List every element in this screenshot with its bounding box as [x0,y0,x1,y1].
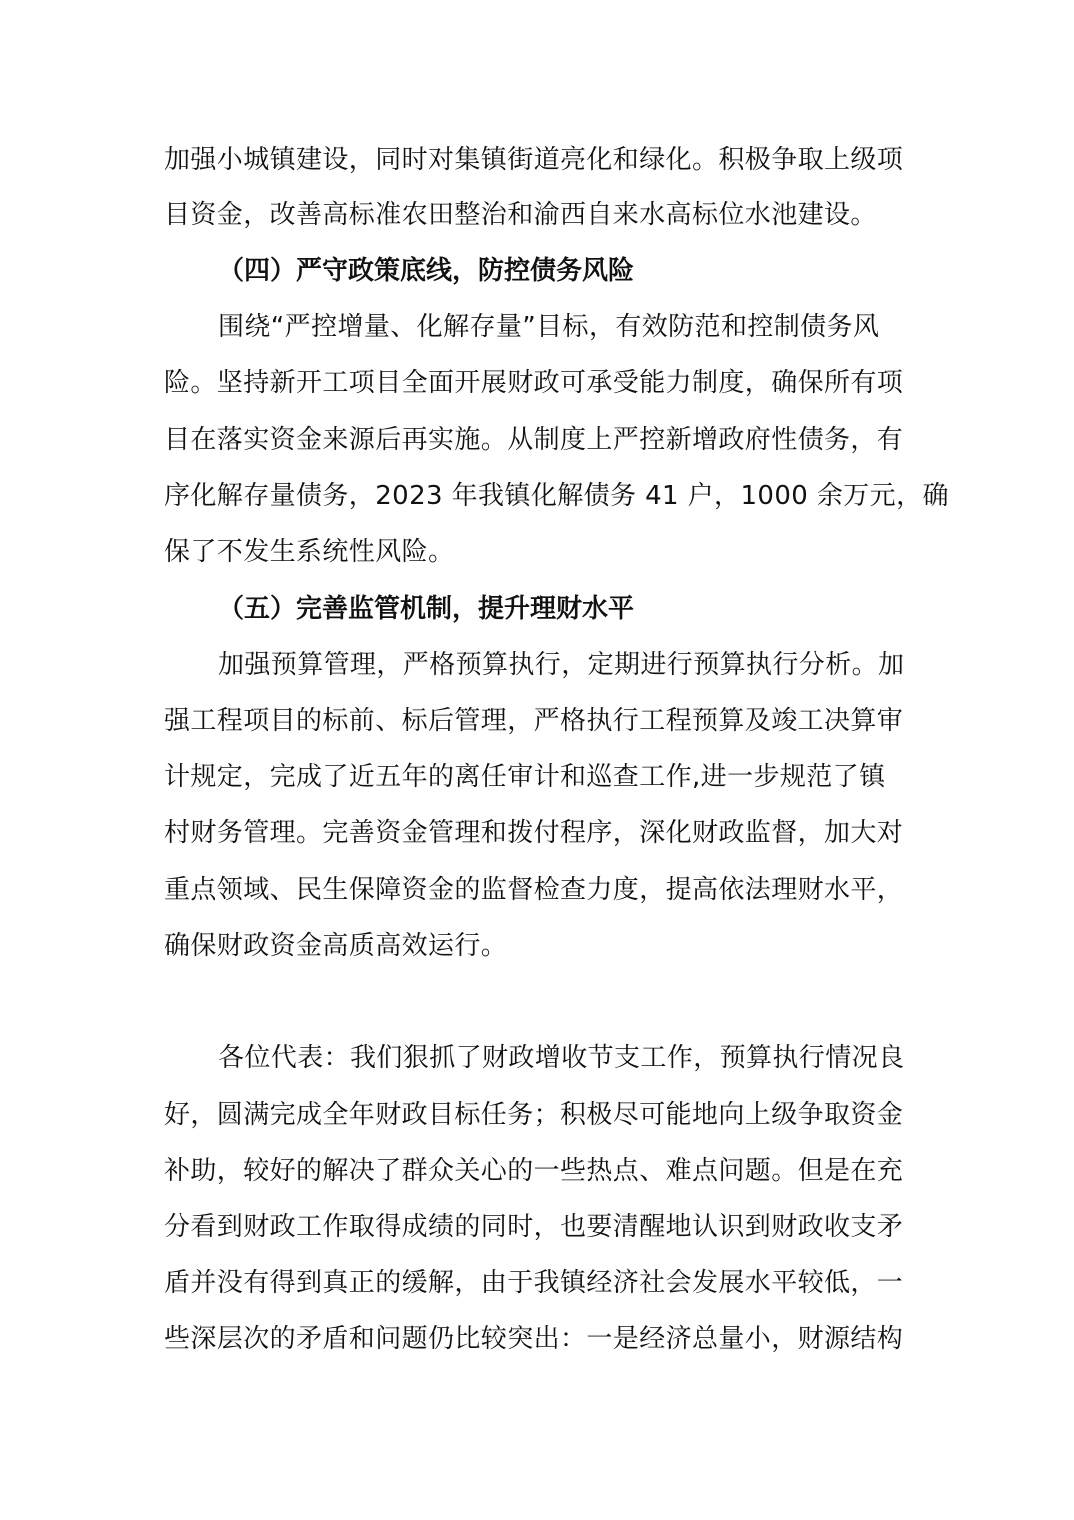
paragraph-line: 加强预算管理，严格预算执行，定期进行预算执行分析。加 [218,650,905,680]
paragraph-line: 村财务管理。完善资金管理和拨付程序，深化财政监督，加大对 [164,818,904,848]
paragraph-line: 目在落实资金来源后再实施。从制度上严控新增政府性债务，有 [164,425,904,455]
paragraph-line: 分看到财政工作取得成绩的同时，也要清醒地认识到财政收支矛 [164,1212,904,1242]
paragraph-line: 确保财政资金高质高效运行。 [164,931,508,961]
paragraph-line: 强工程项目的标前、标后管理，严格执行工程预算及竣工决算审 [164,706,904,736]
paragraph-line: 加强小城镇建设，同时对集镇街道亮化和绿化。积极争取上级项 [164,145,904,175]
section-heading-5: （五）完善监管机制，提升理财水平 [218,594,635,624]
paragraph-line: 目资金，改善高标准农田整治和渝西自来水高标位水池建设。 [164,200,877,230]
paragraph-line: 些深层次的矛盾和问题仍比较突出：一是经济总量小，财源结构 [164,1324,904,1354]
paragraph-line: 保了不发生系统性风险。 [164,537,455,567]
paragraph-line: 各位代表：我们狠抓了财政增收节支工作，预算执行情况良 [218,1043,905,1073]
paragraph-line: 盾并没有得到真正的缓解，由于我镇经济社会发展水平较低，一 [164,1268,904,1298]
paragraph-line: 围绕“严控增量、化解存量”目标，有效防范和控制债务风 [218,312,880,342]
paragraph-line: 序化解存量债务，2023 年我镇化解债务 41 户，1000 余万元，确 [164,481,949,511]
paragraph-line: 计规定，完成了近五年的离任审计和巡查工作,进一步规范了镇 [164,762,886,792]
paragraph-line: 险。坚持新开工项目全面开展财政可承受能力制度，确保所有项 [164,368,904,398]
section-heading-4: （四）严守政策底线，防控债务风险 [218,256,635,286]
paragraph-line: 重点领域、民生保障资金的监督检查力度，提高依法理财水平， [164,875,904,905]
paragraph-line: 好，圆满完成全年财政目标任务；积极尽可能地向上级争取资金 [164,1100,904,1130]
paragraph-line: 补助，较好的解决了群众关心的一些热点、难点问题。但是在充 [164,1156,904,1186]
